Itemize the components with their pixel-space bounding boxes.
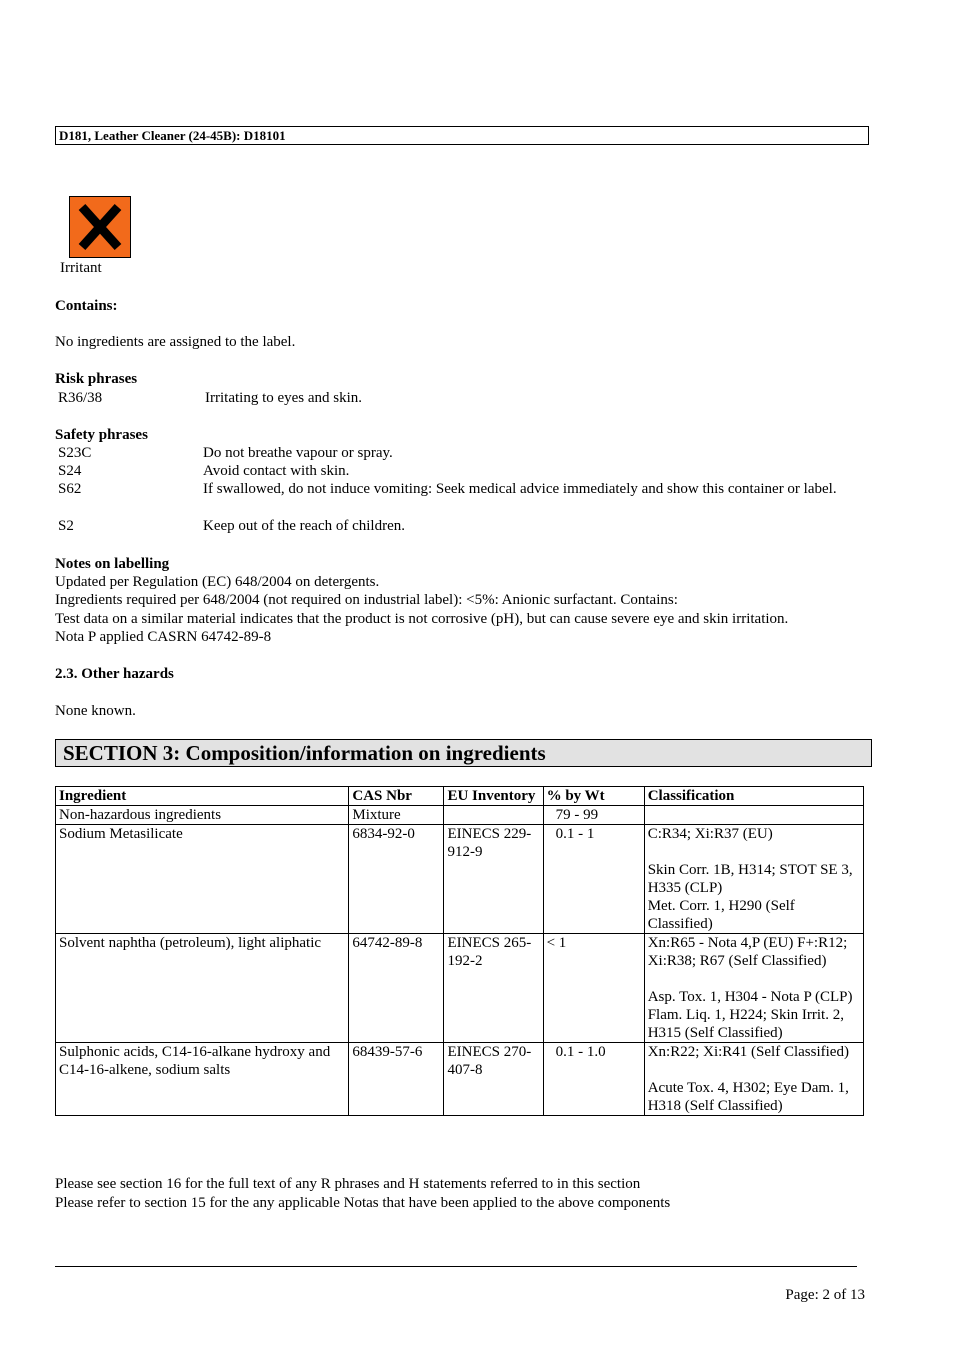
- safety-phrase-text: Do not breathe vapour or spray.: [203, 445, 393, 461]
- column-header: % by Wt: [543, 787, 644, 806]
- table-row: [56, 934, 864, 1043]
- section-3-title: SECTION 3: Composition/information on ingredients: [55, 739, 872, 767]
- irritant-pictogram: [69, 196, 131, 258]
- safety-phrases-heading: Safety phrases: [55, 427, 148, 443]
- ingredients-table: [55, 786, 864, 1116]
- irritant-x-icon: [70, 197, 130, 257]
- weight-cell: < 1: [543, 934, 644, 1043]
- classification-eu: C:R34; Xi:R37 (EU): [647, 826, 773, 842]
- notes-heading: Notes on labelling: [55, 556, 170, 572]
- classification-clp: Asp. Tox. 1, H304 - Nota P (CLP): [647, 989, 853, 1005]
- page-number: Page: 2 of 13: [785, 1287, 865, 1303]
- notes-line: Nota P applied CASRN 64742-89-8: [55, 629, 272, 645]
- risk-phrases-heading: Risk phrases: [55, 371, 138, 387]
- weight-cell: 0.1 - 1: [543, 825, 644, 934]
- classification-clp: Skin Corr. 1B, H314; STOT SE 3, H335 (CLP): [647, 862, 853, 896]
- risk-phrase-code: R36/38: [58, 390, 103, 406]
- eu-inventory-cell: EINECS 265-192-2: [444, 934, 543, 1043]
- classification-cell: [644, 806, 863, 825]
- section-3-note: Please refer to section 15 for the any applicable Notas that have been applied to the above components: [55, 1195, 671, 1211]
- other-hazards-text: None known.: [55, 703, 136, 719]
- classification-clp: Acute Tox. 4, H302; Eye Dam. 1, H318 (Self Classified): [647, 1080, 849, 1114]
- cas-cell: 68439-57-6: [349, 1043, 444, 1116]
- safety-phrase-code: S24: [58, 463, 82, 479]
- ingredient-cell: Sodium Metasilicate: [56, 825, 349, 934]
- other-hazards-heading: 2.3. Other hazards: [55, 666, 174, 682]
- notes-line: Test data on a similar material indicates that the product is not corrosive (pH), but can cause severe eye and skin irritation.: [55, 611, 789, 627]
- eu-inventory-cell: [444, 806, 543, 825]
- risk-phrase-text: Irritating to eyes and skin.: [205, 390, 363, 406]
- document-header: D181, Leather Cleaner (24-45B): D18101: [55, 126, 869, 145]
- section-3-note: Please see section 16 for the full text of any R phrases and H statements referred to in this section: [55, 1176, 641, 1192]
- table-header-row: [56, 787, 864, 806]
- weight-cell: 0.1 - 1.0: [543, 1043, 644, 1116]
- ingredient-cell: Solvent naphtha (petroleum), light aliphatic: [56, 934, 349, 1043]
- footer-divider: [55, 1266, 857, 1267]
- safety-phrase-code: S62: [58, 481, 82, 497]
- safety-phrase-text: Keep out of the reach of children.: [203, 518, 405, 534]
- column-header: CAS Nbr: [349, 787, 444, 806]
- notes-line: Ingredients required per 648/2004 (not required on industrial label): <5%: Anionic surfactant. Contains:: [55, 592, 678, 608]
- eu-inventory-cell: EINECS 270-407-8: [444, 1043, 543, 1116]
- column-header: Classification: [644, 787, 863, 806]
- pictogram-caption: Irritant: [60, 260, 102, 276]
- classification-self: Met. Corr. 1, H290 (Self Classified): [647, 898, 795, 932]
- table-row: [56, 1043, 864, 1116]
- classification-cell: [644, 825, 863, 934]
- cas-cell: 6834-92-0: [349, 825, 444, 934]
- column-header: EU Inventory: [444, 787, 543, 806]
- classification-cell: [644, 1043, 863, 1116]
- eu-inventory-cell: EINECS 229-912-9: [444, 825, 543, 934]
- ingredient-cell: Non-hazardous ingredients: [56, 806, 349, 825]
- classification-eu: Xn:R65 - Nota 4,P (EU) F+:R12; Xi:R38; R67 (Self Classified): [647, 935, 848, 969]
- notes-line: Updated per Regulation (EC) 648/2004 on detergents.: [55, 574, 380, 590]
- cas-cell: 64742-89-8: [349, 934, 444, 1043]
- classification-cell: [644, 934, 863, 1043]
- safety-phrase-code: S2: [58, 518, 74, 534]
- safety-phrase-text: If swallowed, do not induce vomiting: Seek medical advice immediately and show this container or label.: [203, 481, 837, 497]
- contains-text: No ingredients are assigned to the label.: [55, 334, 296, 350]
- ingredient-cell: Sulphonic acids, C14-16-alkane hydroxy and C14-16-alkene, sodium salts: [56, 1043, 349, 1116]
- safety-phrase-text: Avoid contact with skin.: [203, 463, 350, 479]
- table-row: [56, 806, 864, 825]
- weight-cell: 79 - 99: [543, 806, 644, 825]
- contains-heading: Contains:: [55, 298, 118, 314]
- classification-self: Flam. Liq. 1, H224; Skin Irrit. 2, H315 (Self Classified): [647, 1007, 844, 1041]
- column-header: Ingredient: [56, 787, 349, 806]
- table-row: [56, 825, 864, 934]
- cas-cell: Mixture: [349, 806, 444, 825]
- safety-phrase-code: S23C: [58, 445, 92, 461]
- classification-self: Xn:R22; Xi:R41 (Self Classified): [647, 1044, 849, 1060]
